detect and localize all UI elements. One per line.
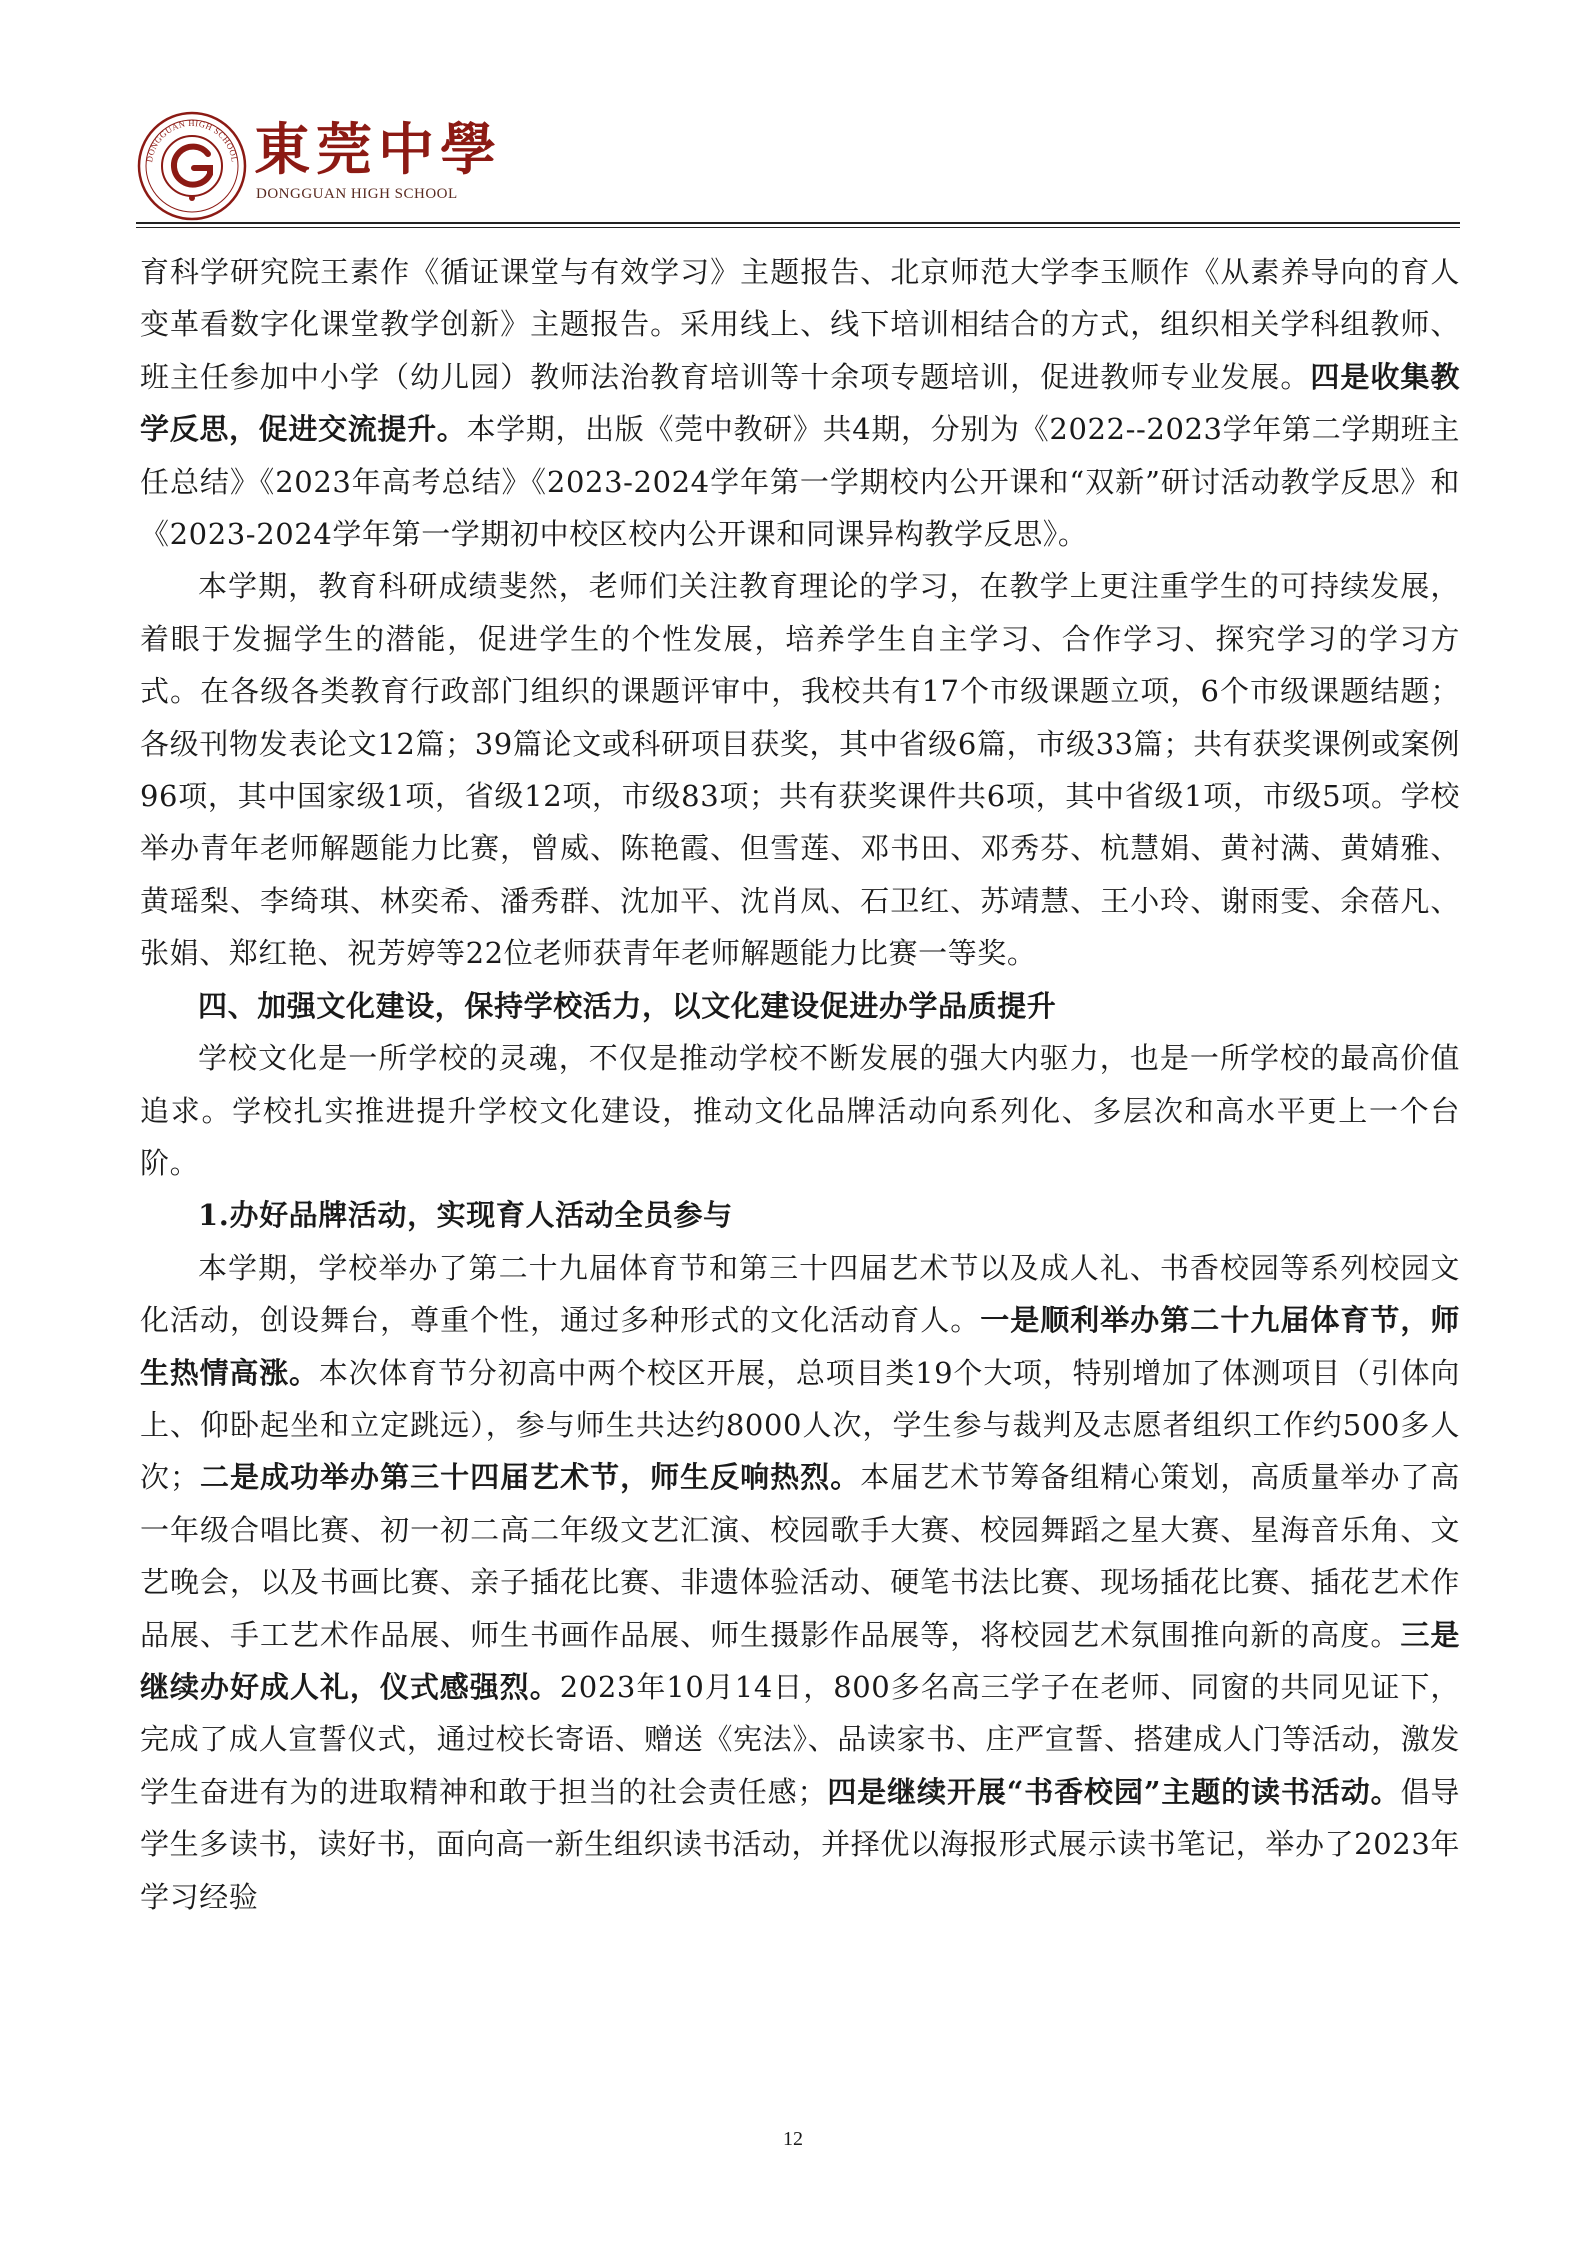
school-seal-icon [136, 110, 248, 222]
paragraph [140, 1189, 1460, 1241]
bold-text-segment: 1.办好品牌活动，实现育人活动全员参与 [198, 1198, 733, 1233]
text-segment: 本学期，出版《莞中教研》共4期，分别为《2022--2023学年第二学期班主任总结》《2023年高考总结》《2023-2024学年第一学期校内公开课和“双新”研讨活动教学反思》和《2023-2024学年第一学期初中校区校内公开课和同课异构教学反思》。 [140, 412, 1460, 552]
paragraph [140, 1242, 1460, 1923]
header-divider [136, 222, 1460, 228]
seal-text: DONGGUAN HIGH SCHOOL [144, 117, 240, 163]
school-logo-english: DONGGUAN HIGH SCHOOL [256, 186, 458, 202]
bold-text-segment: 二是成功举办第三十四届艺术节，师生反响热烈。 [199, 1460, 861, 1495]
school-logo-chinese: 東莞中學 [254, 117, 502, 183]
paragraph [140, 560, 1460, 979]
paragraph [140, 246, 1460, 560]
text-segment: 2023年10月14日，800多名高三学子在老师、同窗的共同见证下，完成了成人宣誓仪式，通过校长寄语、赠送《宪法》、品读家书、庄严宣誓、搭建成人门等活动，激发学生奋进有为的进取精神和敢于担当的社会责任感； [140, 1669, 1460, 1809]
paragraph [140, 1032, 1460, 1189]
paragraph [140, 980, 1460, 1032]
text-segment: 本学期，教育科研成绩斐然，老师们关注教育理论的学习，在教学上更注重学生的可持续发展，着眼于发掘学生的潜能，促进学生的个性发展，培养学生自主学习、合作学习、探究学习的学习方式。在各级各类教育行政部门组织的课题评审中，我校共有17个市级课题立项，6个市级课题结题；各级刊物发表论文12篇；39篇论文或科研项目获奖，其中省级6篇，市级33篇；共有获奖课例或案例96项，其中国家级1项，省级12项，市级83项；共有获奖课件共6项，其中省级1项，市级5项。学校举办青年老师解题能力比赛，曾威、陈艳霞、但雪莲、邓书田、邓秀芬、杭慧娟、黄衬满、黄婧雅、黄瑶梨、李绮琪、林奕希、潘秀群、沈加平、沈肖凤、石卫红、苏靖慧、王小玲、谢雨雯、余蓓凡、张娟、郑红艳、祝芳婷等22位老师获青年老师解题能力比赛一等奖。 [140, 569, 1460, 971]
bold-text-segment: 四是继续开展“书香校园”主题的读书活动。 [827, 1774, 1401, 1809]
document-body [140, 246, 1460, 1923]
page-number: 12 [783, 2128, 803, 2150]
text-segment: 本次体育节分初高中两个校区开展，总项目类19个大项，特别增加了体测项目（引体向上、仰卧起坐和立定跳远），参与师生共达约8000人次，学生参与裁判及志愿者组织工作约500多人次； [140, 1355, 1460, 1495]
page-header [136, 110, 1460, 222]
text-segment: 育科学研究院王素作《循证课堂与有效学习》主题报告、北京师范大学李玉顺作《从素养导向的育人变革看数字化课堂教学创新》主题报告。采用线上、线下培训相结合的方式，组织相关学科组教师、班主任参加中小学（幼儿园）教师法治教育培训等十余项专题培训，促进教师专业发展。 [140, 255, 1460, 394]
text-segment: 本学期，学校举办了第二十九届体育节和第三十四届艺术节以及成人礼、书香校园等系列校园文化活动，创设舞台，尊重个性，通过多种形式的文化活动育人。 [140, 1250, 1460, 1338]
bold-text-segment: 四、加强文化建设，保持学校活力，以文化建设促进办学品质提升 [198, 988, 1057, 1023]
bold-text-segment: 一是顺利举办第二十九届体育节，师生热情高涨。 [140, 1303, 1460, 1390]
text-segment: 本届艺术节筹备组精心策划，高质量举办了高一年级合唱比赛、初一初二高二年级文艺汇演、校园歌手大赛、校园舞蹈之星大赛、星海音乐角、文艺晚会，以及书画比赛、亲子插花比赛、非遗体验活动、硬笔书法比赛、现场插花比赛、插花艺术作品展、手工艺术作品展、师生书画作品展、师生摄影作品展等，将校园艺术氛围推向新的高度。 [140, 1460, 1460, 1652]
bold-text-segment: 四是收集教学反思，促进交流提升。 [140, 359, 1460, 447]
bold-text-segment: 三是继续办好成人礼，仪式感强烈。 [140, 1617, 1461, 1704]
text-segment: 倡导学生多读书，读好书，面向高一新生组织读书活动，并择优以海报形式展示读书笔记，举办了2023年学习经验 [140, 1774, 1460, 1914]
text-segment: 学校文化是一所学校的灵魂，不仅是推动学校不断发展的强大内驱力，也是一所学校的最高价值追求。学校扎实推进提升学校文化建设，推动文化品牌活动向系列化、多层次和高水平更上一个台阶。 [140, 1041, 1460, 1180]
